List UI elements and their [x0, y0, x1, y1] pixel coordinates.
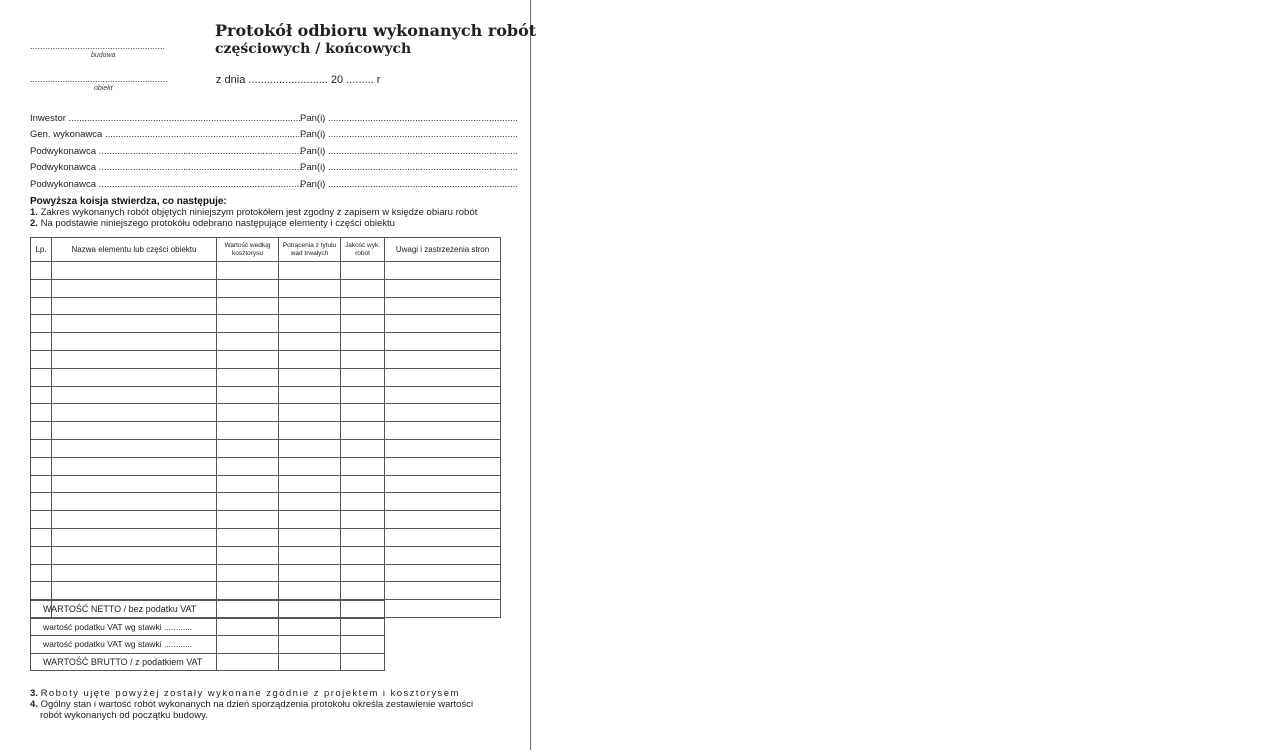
table-cell[interactable]	[385, 297, 501, 315]
table-cell[interactable]	[279, 333, 341, 351]
summary-cell[interactable]	[341, 636, 385, 654]
table-cell[interactable]	[341, 422, 385, 440]
table-cell[interactable]	[279, 564, 341, 582]
statement-heading: Powyższa koisja stwierdza, co następuje:	[30, 196, 227, 207]
table-cell[interactable]	[341, 262, 385, 280]
table-cell[interactable]	[31, 582, 52, 600]
table-cell[interactable]	[385, 350, 501, 368]
table-cell[interactable]	[31, 333, 52, 351]
table-row	[31, 493, 501, 511]
column-header: Wartość według kosztorysu	[217, 238, 279, 262]
summary-cell[interactable]	[341, 618, 385, 636]
table-cell[interactable]	[52, 475, 217, 493]
table-cell[interactable]	[385, 457, 501, 475]
table-cell[interactable]	[31, 279, 52, 297]
table-body	[31, 262, 501, 618]
column-header: Lp.	[31, 238, 52, 262]
table-cell[interactable]	[385, 475, 501, 493]
table-row	[31, 475, 501, 493]
party-role: Gen. wykonawca .............................................................................	[30, 129, 309, 140]
table-cell[interactable]	[385, 528, 501, 546]
table-cell[interactable]	[52, 439, 217, 457]
table-cell[interactable]	[31, 315, 52, 333]
site-line: ......................................................	[30, 41, 166, 51]
date-line: z dnia .......................... 20 ......... r	[216, 74, 381, 86]
point-text: Na podstawie niniejszego protokółu odebrano następujące elementy i części obiektu	[40, 218, 395, 229]
object-line: .......................................................	[30, 74, 168, 84]
party-pan: Pan(i) ........................................................................	[300, 129, 519, 140]
table-cell[interactable]	[341, 439, 385, 457]
table-cell[interactable]	[279, 404, 341, 422]
table-cell[interactable]	[385, 439, 501, 457]
table-row	[31, 315, 501, 333]
table-header-row	[31, 238, 501, 262]
summary-cell[interactable]	[279, 601, 341, 619]
table-cell[interactable]	[341, 475, 385, 493]
summary-cell[interactable]	[217, 618, 279, 636]
party-role: Podwykonawca ..............................................................................	[30, 146, 305, 157]
table-cell[interactable]	[217, 368, 279, 386]
summary-label: wartość podatku VAT wg stawki ............	[31, 636, 217, 654]
table-row	[31, 528, 501, 546]
table-cell[interactable]	[279, 528, 341, 546]
table-cell[interactable]	[217, 439, 279, 457]
table-cell[interactable]	[385, 600, 501, 618]
table-cell[interactable]	[31, 368, 52, 386]
party-role: Podwykonawca ..............................................................................	[30, 162, 305, 173]
summary-cell[interactable]	[341, 653, 385, 671]
summary-label: WARTOŚĆ NETTO / bez podatku VAT	[31, 601, 217, 619]
table-cell[interactable]	[341, 582, 385, 600]
party-pan: Pan(i) ........................................................................	[300, 179, 519, 190]
summary-row	[31, 618, 385, 636]
table-cell[interactable]	[217, 582, 279, 600]
table-cell[interactable]	[52, 511, 217, 529]
table-cell[interactable]	[385, 333, 501, 351]
table-cell[interactable]	[385, 386, 501, 404]
table-cell[interactable]	[341, 333, 385, 351]
summary-row	[31, 636, 385, 654]
table-cell[interactable]	[52, 350, 217, 368]
table-cell[interactable]	[279, 350, 341, 368]
table-cell[interactable]	[52, 386, 217, 404]
summary-cell[interactable]	[217, 653, 279, 671]
party-pan: Pan(i) ........................................................................	[300, 162, 519, 173]
table-cell[interactable]	[52, 493, 217, 511]
table-cell[interactable]	[31, 439, 52, 457]
column-header: Uwagi i zastrzeżenia stron	[385, 238, 501, 262]
table-cell[interactable]	[31, 386, 52, 404]
summary-cell[interactable]	[279, 618, 341, 636]
column-header: Jakość wyk. robót	[341, 238, 385, 262]
table-row	[31, 546, 501, 564]
document-page	[0, 0, 537, 750]
table-row	[31, 582, 501, 600]
summary-cell[interactable]	[279, 653, 341, 671]
table-row	[31, 297, 501, 315]
table-cell[interactable]	[31, 564, 52, 582]
table-cell[interactable]	[385, 546, 501, 564]
table-cell[interactable]	[31, 528, 52, 546]
table-cell[interactable]	[217, 457, 279, 475]
table-cell[interactable]	[31, 350, 52, 368]
table-row	[31, 439, 501, 457]
table-cell[interactable]	[385, 582, 501, 600]
table-cell[interactable]	[52, 333, 217, 351]
table-row	[31, 279, 501, 297]
table-cell[interactable]	[31, 262, 52, 280]
table-row	[31, 262, 501, 280]
table-row	[31, 404, 501, 422]
table-cell[interactable]	[31, 475, 52, 493]
table-cell[interactable]	[341, 297, 385, 315]
statement-point-1	[30, 207, 477, 218]
table-cell[interactable]	[217, 511, 279, 529]
party-role: Podwykonawca ..............................................................................	[30, 179, 305, 190]
party-pan: Pan(i) ........................................................................	[300, 146, 519, 157]
table-cell[interactable]	[31, 546, 52, 564]
table-cell[interactable]	[217, 475, 279, 493]
point-number: 1.	[30, 207, 38, 218]
table-cell[interactable]	[279, 297, 341, 315]
table-cell[interactable]	[217, 279, 279, 297]
column-header: Potrącenia z tytułu wad trwałych	[279, 238, 341, 262]
table-cell[interactable]	[279, 475, 341, 493]
table-cell[interactable]	[31, 404, 52, 422]
table-cell[interactable]	[217, 315, 279, 333]
table-cell[interactable]	[279, 511, 341, 529]
table-cell[interactable]	[52, 457, 217, 475]
table-cell[interactable]	[31, 511, 52, 529]
footer-point-4	[30, 699, 473, 710]
table-cell[interactable]	[279, 457, 341, 475]
table-cell[interactable]	[341, 315, 385, 333]
point-number: 3.	[30, 688, 38, 699]
table-cell[interactable]	[279, 422, 341, 440]
elements-table	[30, 237, 501, 618]
table-cell[interactable]	[52, 368, 217, 386]
table-cell[interactable]	[217, 564, 279, 582]
table-cell[interactable]	[217, 386, 279, 404]
footer-point-3	[30, 688, 460, 699]
point-text: Roboty ujęte powyżej zostały wykonane zgodnie z projektem i kosztorysem	[40, 688, 460, 699]
document-subtitle: częściowych / końcowych	[215, 41, 412, 57]
table-cell[interactable]	[341, 368, 385, 386]
table-cell[interactable]	[52, 279, 217, 297]
table-cell[interactable]	[279, 315, 341, 333]
table-cell[interactable]	[279, 262, 341, 280]
table-cell[interactable]	[52, 297, 217, 315]
table-cell[interactable]	[52, 582, 217, 600]
table-row	[31, 511, 501, 529]
table-cell[interactable]	[385, 279, 501, 297]
site-caption: budowa	[91, 52, 116, 59]
summary-cell[interactable]	[217, 601, 279, 619]
table-cell[interactable]	[279, 439, 341, 457]
table-cell[interactable]	[31, 457, 52, 475]
table-cell[interactable]	[52, 404, 217, 422]
table-cell[interactable]	[279, 386, 341, 404]
table-cell[interactable]	[31, 297, 52, 315]
object-caption: obiekt	[94, 85, 113, 92]
table-cell[interactable]	[52, 315, 217, 333]
table-cell[interactable]	[341, 546, 385, 564]
document-title: Protokół odbioru wykonanych robót	[215, 21, 537, 40]
table-cell[interactable]	[217, 333, 279, 351]
table-cell[interactable]	[52, 422, 217, 440]
table-cell[interactable]	[385, 493, 501, 511]
table-cell[interactable]	[279, 368, 341, 386]
table-cell[interactable]	[52, 262, 217, 280]
column-header: Nazwa elementu lub części obiektu	[52, 238, 217, 262]
table-cell[interactable]	[385, 315, 501, 333]
summary-cell[interactable]	[279, 636, 341, 654]
table-cell[interactable]	[341, 350, 385, 368]
table-cell[interactable]	[341, 404, 385, 422]
table-cell[interactable]	[341, 457, 385, 475]
table-cell[interactable]	[31, 422, 52, 440]
summary-cell[interactable]	[341, 601, 385, 619]
table-cell[interactable]	[217, 422, 279, 440]
party-role: Inwestor ........................................................................................	[30, 113, 301, 124]
table-row	[31, 350, 501, 368]
summary-label: wartość podatku VAT wg stawki ............	[31, 618, 217, 636]
table-cell[interactable]	[385, 564, 501, 582]
table-row	[31, 333, 501, 351]
table-cell[interactable]	[217, 350, 279, 368]
table-cell[interactable]	[341, 528, 385, 546]
table-cell[interactable]	[279, 582, 341, 600]
footer-point-4-continuation: robót wykonanych od początku budowy.	[40, 710, 208, 721]
point-text: Zakres wykonanych robót objętych niniejszym protokółem jest zgodny z zapisem w księdze obiaru robót	[40, 207, 478, 218]
point-number: 2.	[30, 218, 38, 229]
table-row	[31, 564, 501, 582]
table-row	[31, 368, 501, 386]
table-cell[interactable]	[385, 422, 501, 440]
table-row	[31, 457, 501, 475]
table-cell[interactable]	[279, 546, 341, 564]
table-cell[interactable]	[217, 528, 279, 546]
statement-point-2	[30, 218, 395, 229]
table-cell[interactable]	[217, 297, 279, 315]
table-cell[interactable]	[279, 493, 341, 511]
summary-label: WARTOŚĆ BRUTTO / z podatkiem VAT	[31, 653, 217, 671]
table-cell[interactable]	[217, 493, 279, 511]
table-cell[interactable]	[52, 546, 217, 564]
table-cell[interactable]	[385, 262, 501, 280]
table-cell[interactable]	[217, 262, 279, 280]
point-number: 4.	[30, 699, 38, 710]
table-cell[interactable]	[385, 511, 501, 529]
point-text: Ogólny stan i wartość robót wykonanych na dzień sporządzenia protokołu określa zestawienie wartości	[40, 699, 474, 710]
table-row	[31, 386, 501, 404]
table-cell[interactable]	[385, 368, 501, 386]
table-cell[interactable]	[341, 564, 385, 582]
table-cell[interactable]	[279, 279, 341, 297]
table-cell[interactable]	[31, 493, 52, 511]
table-cell[interactable]	[341, 279, 385, 297]
table-cell[interactable]	[341, 493, 385, 511]
party-pan: Pan(i) ........................................................................	[300, 113, 519, 124]
table-cell[interactable]	[52, 528, 217, 546]
table-row	[31, 422, 501, 440]
table-cell[interactable]	[52, 564, 217, 582]
summary-table	[30, 600, 385, 671]
summary-cell[interactable]	[217, 636, 279, 654]
table-cell[interactable]	[341, 386, 385, 404]
table-cell[interactable]	[385, 404, 501, 422]
table-cell[interactable]	[341, 511, 385, 529]
table-cell[interactable]	[217, 404, 279, 422]
summary-row	[31, 653, 385, 671]
summary-row	[31, 601, 385, 619]
table-cell[interactable]	[217, 546, 279, 564]
